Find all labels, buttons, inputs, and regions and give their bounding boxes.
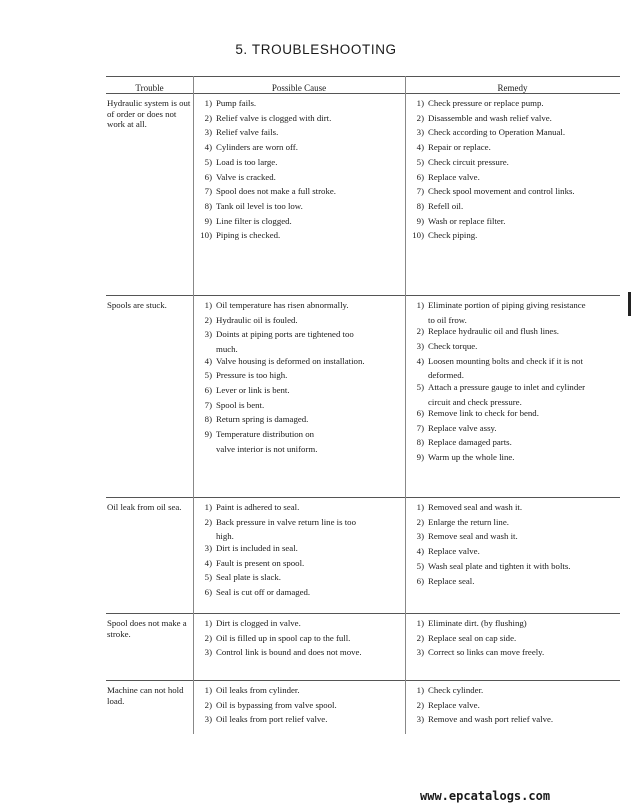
item-number: 8) — [416, 437, 424, 448]
item-text: Control link is bound and does not move. — [216, 647, 362, 658]
cause-item — [196, 572, 281, 582]
remedy-item — [408, 397, 522, 407]
remedy-item — [408, 370, 464, 380]
item-text: Repair or replace. — [428, 142, 491, 153]
item-text: Disassemble and wash relief valve. — [428, 112, 552, 123]
column-divider — [193, 76, 194, 734]
cause-item — [196, 300, 349, 310]
item-text: to oil frow. — [428, 314, 467, 325]
cause-item — [196, 315, 298, 325]
item-text: high. — [216, 531, 234, 542]
item-number: 8) — [204, 200, 212, 211]
item-text: Doints at piping ports are tightened too — [216, 329, 354, 340]
cause-item — [196, 127, 278, 137]
remedy-item — [408, 201, 463, 211]
item-text: Dirt is included in seal. — [216, 542, 298, 553]
item-text: Oil is bypassing from valve spool. — [216, 699, 337, 710]
item-number: 1) — [204, 685, 212, 695]
cause-item — [196, 587, 310, 597]
item-text: Remove and wash port relief valve. — [428, 714, 554, 725]
item-number: 9) — [416, 215, 424, 226]
item-text: Replace damaged parts. — [428, 437, 512, 448]
item-text: Lever or link is bent. — [216, 385, 290, 395]
item-text: Return spring is damaged. — [216, 414, 309, 425]
item-number: 6) — [204, 171, 212, 182]
item-number: 9) — [204, 215, 212, 226]
item-text: Piping is checked. — [216, 230, 281, 241]
item-number: 1) — [204, 300, 212, 310]
item-number: 7) — [204, 399, 212, 410]
cause-item — [196, 230, 280, 240]
item-text: Cylinders are worn off. — [216, 142, 298, 153]
item-text: Tank oil level is too low. — [216, 200, 303, 211]
cause-item — [196, 113, 331, 123]
remedy-item — [408, 172, 480, 182]
item-number: 6) — [416, 171, 424, 182]
item-text: deformed. — [428, 370, 464, 381]
item-text: Oil is filled up in spool cap to the full. — [216, 632, 351, 643]
item-number: 3) — [204, 329, 212, 340]
section-rule — [106, 613, 620, 614]
cause-item — [196, 558, 304, 568]
item-number: 3) — [416, 647, 424, 658]
item-number: 4) — [204, 557, 212, 568]
item-text: Wash seal plate and tighten it with bolts. — [428, 560, 571, 571]
item-text: Seal plate is slack. — [216, 572, 281, 583]
remedy-item — [408, 576, 474, 586]
item-number: 5) — [416, 381, 424, 392]
column-divider — [405, 76, 406, 734]
cause-item — [196, 344, 238, 354]
remedy-item — [408, 700, 480, 710]
remedy-item — [408, 186, 575, 196]
cause-item — [196, 385, 290, 395]
remedy-item — [408, 647, 544, 657]
item-text: Oil temperature has risen abnormally. — [216, 300, 349, 310]
remedy-item — [408, 517, 509, 527]
item-text: valve interior is not uniform. — [216, 443, 318, 454]
item-text: Replace valve. — [428, 171, 480, 182]
remedy-item — [408, 315, 467, 325]
item-text: Check circuit pressure. — [428, 156, 509, 167]
header-remedy: Remedy — [497, 83, 528, 93]
cause-item — [196, 329, 354, 339]
item-text: Warm up the whole line. — [428, 452, 515, 463]
trouble-label: Machine can not hold load. — [107, 685, 184, 706]
item-text: Replace valve. — [428, 699, 480, 710]
item-text: Spool does not make a full stroke. — [216, 186, 336, 197]
remedy-item — [408, 685, 483, 695]
cause-item — [196, 429, 314, 439]
item-text: Remove link to check for bend. — [428, 408, 539, 418]
trouble-label: Spools are stuck. — [107, 300, 167, 310]
item-number: 2) — [416, 516, 424, 527]
remedy-item — [408, 561, 570, 571]
cause-item — [196, 517, 356, 527]
item-number: 9) — [204, 429, 212, 440]
cause-item — [196, 531, 234, 541]
item-text: Paint is adhered to seal. — [216, 502, 300, 512]
item-number: 7) — [416, 422, 424, 433]
item-text: Removed seal and wash it. — [428, 502, 523, 512]
item-number: 4) — [204, 142, 212, 153]
cause-item — [196, 400, 264, 410]
item-text: Attach a pressure gauge to inlet and cylinder — [428, 381, 586, 392]
item-number: 2) — [204, 632, 212, 643]
remedy-item — [408, 216, 505, 226]
item-text: Loosen mounting bolts and check if it is not — [428, 355, 583, 366]
item-text: Eliminate portion of piping giving resistance — [428, 300, 586, 310]
cause-item — [196, 414, 308, 424]
item-number: 10) — [200, 230, 212, 241]
remedy-item — [408, 618, 527, 628]
item-text: Wash or replace filter. — [428, 215, 506, 226]
item-text: Temperature distribution on — [216, 429, 315, 440]
item-text: Fault is present on spool. — [216, 557, 305, 568]
item-number: 2) — [204, 112, 212, 123]
item-text: Back pressure in valve return line is too — [216, 516, 356, 527]
remedy-item — [408, 326, 559, 336]
item-number: 2) — [416, 632, 424, 643]
remedy-item — [408, 127, 565, 137]
item-number: 3) — [416, 340, 424, 351]
remedy-item — [408, 633, 516, 643]
item-number: 7) — [416, 186, 424, 197]
item-number: 1) — [416, 685, 424, 695]
remedy-item — [408, 98, 544, 108]
trouble-label: Hydraulic system is out of order or does not work at all. — [107, 98, 191, 129]
item-text: Eliminate dirt. (by flushing) — [428, 618, 527, 628]
item-text: Check pressure or replace pump. — [428, 98, 544, 108]
item-text: Replace seal on cap side. — [428, 632, 517, 643]
item-text: Replace seal. — [428, 575, 475, 586]
item-number: 5) — [204, 156, 212, 167]
item-number: 1) — [416, 618, 424, 628]
remedy-item — [408, 142, 491, 152]
remedy-item — [408, 341, 477, 351]
cause-item — [196, 444, 317, 454]
item-text: Pressure is too high. — [216, 370, 288, 381]
item-number: 5) — [416, 156, 424, 167]
item-text: Relief valve fails. — [216, 127, 279, 138]
item-text: Check spool movement and control links. — [428, 186, 575, 197]
item-text: Replace hydraulic oil and flush lines. — [428, 326, 559, 337]
item-number: 6) — [204, 587, 212, 597]
item-number: 10) — [412, 230, 424, 241]
item-number: 3) — [416, 127, 424, 138]
cause-item — [196, 98, 256, 108]
item-number: 2) — [416, 326, 424, 337]
item-number: 9) — [416, 452, 424, 463]
cause-item — [196, 201, 303, 211]
cause-item — [196, 714, 327, 724]
item-number: 8) — [416, 200, 424, 211]
item-number: 5) — [204, 370, 212, 381]
remedy-item — [408, 452, 515, 462]
header-bottom-rule — [106, 93, 620, 94]
page-edge-mark — [628, 292, 631, 316]
item-number: 3) — [204, 542, 212, 553]
cause-item — [196, 502, 299, 512]
item-number: 8) — [204, 414, 212, 425]
item-text: Seal is cut off or damaged. — [216, 587, 311, 597]
item-text: Spool is bent. — [216, 399, 265, 410]
remedy-item — [408, 531, 518, 541]
remedy-item — [408, 356, 583, 366]
header-trouble: Trouble — [135, 83, 164, 93]
item-text: Check cylinder. — [428, 685, 484, 695]
item-number: 2) — [204, 516, 212, 527]
remedy-item — [408, 113, 552, 123]
item-text: Check torque. — [428, 340, 478, 351]
remedy-item — [408, 437, 512, 447]
item-text: Replace valve. — [428, 546, 480, 557]
item-text: Oil leaks from cylinder. — [216, 685, 300, 695]
cause-item — [196, 633, 350, 643]
item-text: Replace valve assy. — [428, 422, 497, 433]
item-text: much. — [216, 344, 238, 355]
item-text: Oil leaks from port relief valve. — [216, 714, 328, 725]
remedy-item — [408, 423, 497, 433]
remedy-item — [408, 502, 522, 512]
cause-item — [196, 216, 292, 226]
cause-item — [196, 543, 298, 553]
item-number: 1) — [204, 98, 212, 108]
remedy-item — [408, 714, 553, 724]
item-text: Hydraulic oil is fouled. — [216, 314, 298, 325]
table-top-rule — [106, 76, 620, 77]
item-text: Refell oil. — [428, 200, 464, 211]
remedy-item — [408, 382, 585, 392]
item-text: Check according to Operation Manual. — [428, 127, 566, 138]
remedy-item — [408, 230, 477, 240]
item-text: Relief valve is clogged with dirt. — [216, 112, 332, 123]
remedy-item — [408, 157, 509, 167]
item-number: 4) — [416, 355, 424, 366]
cause-item — [196, 142, 298, 152]
item-number: 3) — [204, 127, 212, 138]
cause-item — [196, 618, 301, 628]
item-number: 3) — [204, 647, 212, 658]
cause-item — [196, 647, 362, 657]
cause-item — [196, 172, 276, 182]
item-text: Line filter is clogged. — [216, 215, 292, 226]
cause-item — [196, 356, 365, 366]
item-number: 2) — [204, 699, 212, 710]
item-text: Dirt is clogged in valve. — [216, 618, 301, 628]
footer-url: www.epcatalogs.com — [420, 789, 551, 803]
cause-item — [196, 157, 277, 167]
item-number: 1) — [204, 502, 212, 512]
trouble-label: Spool does not make a stroke. — [107, 618, 187, 639]
item-number: 1) — [416, 300, 424, 310]
item-number: 4) — [204, 355, 212, 366]
item-number: 6) — [416, 408, 424, 418]
item-number: 2) — [416, 699, 424, 710]
header-possible-cause: Possible Cause — [271, 83, 327, 93]
cause-item — [196, 370, 287, 380]
item-number: 4) — [416, 546, 424, 557]
remedy-item — [408, 300, 586, 310]
item-number: 6) — [204, 385, 212, 395]
item-number: 2) — [416, 112, 424, 123]
item-number: 3) — [416, 714, 424, 725]
section-rule — [106, 295, 620, 296]
item-number: 1) — [416, 502, 424, 512]
item-text: Check piping. — [428, 230, 478, 241]
item-number: 5) — [204, 572, 212, 583]
page-title: 5. TROUBLESHOOTING — [235, 42, 397, 57]
item-text: Correct so links can move freely. — [428, 647, 545, 658]
section-rule — [106, 497, 620, 498]
item-number: 7) — [204, 186, 212, 197]
cause-item — [196, 700, 337, 710]
trouble-label: Oil leak from oil sea. — [107, 502, 182, 512]
item-text: Valve is cracked. — [216, 171, 276, 182]
item-number: 1) — [204, 618, 212, 628]
item-text: Enlarge the return line. — [428, 516, 509, 527]
remedy-item — [408, 408, 539, 418]
section-rule — [106, 680, 620, 681]
item-text: circuit and check pressure. — [428, 396, 522, 407]
item-number: 6) — [416, 575, 424, 586]
item-text: Pump fails. — [216, 98, 257, 108]
item-number: 1) — [416, 98, 424, 108]
item-number: 5) — [416, 560, 424, 571]
item-text: Remove seal and wash it. — [428, 531, 518, 542]
item-number: 3) — [204, 714, 212, 725]
item-text: Valve housing is deformed on installation. — [216, 355, 365, 366]
item-number: 3) — [416, 531, 424, 542]
remedy-item — [408, 546, 480, 556]
item-number: 4) — [416, 142, 424, 153]
cause-item — [196, 186, 336, 196]
item-text: Load is too large. — [216, 156, 278, 167]
item-number: 2) — [204, 314, 212, 325]
cause-item — [196, 685, 300, 695]
